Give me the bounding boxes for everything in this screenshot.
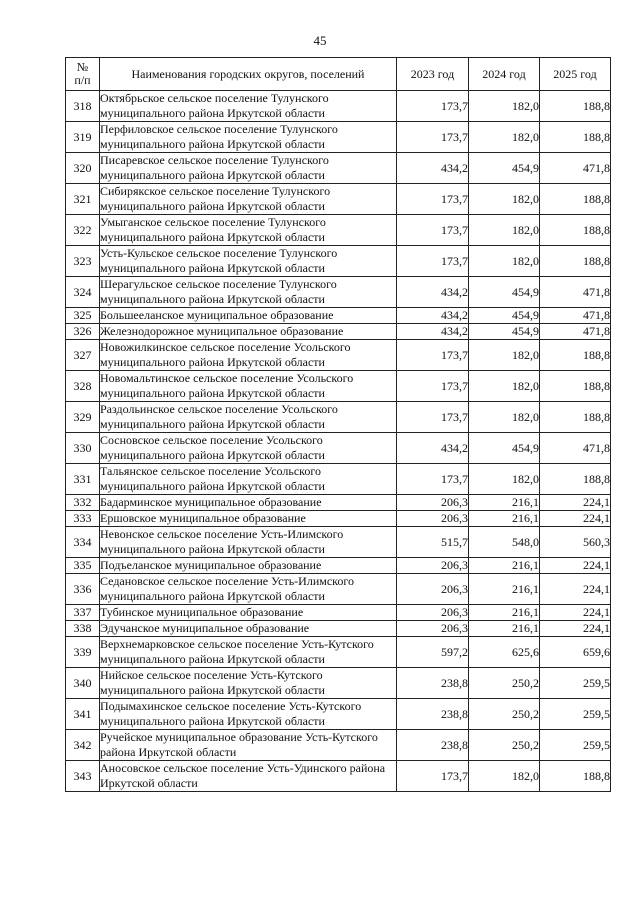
- row-value-2023: 515,7: [397, 527, 469, 558]
- table-row: [66, 308, 611, 324]
- row-number: 331: [66, 464, 100, 495]
- row-number: 339: [66, 637, 100, 668]
- row-value-2024: 182,0: [469, 215, 540, 246]
- row-number: 325: [66, 308, 100, 324]
- row-number: 327: [66, 340, 100, 371]
- row-value-2025: 259,5: [540, 699, 611, 730]
- row-value-2025: 471,8: [540, 277, 611, 308]
- row-value-2023: 173,7: [397, 761, 469, 792]
- row-name: Усть-Кульское сельское поселение Тулунского муниципального района Иркутской области: [100, 246, 397, 277]
- row-number: 329: [66, 402, 100, 433]
- row-name: Шерагульское сельское поселение Тулунского муниципального района Иркутской области: [100, 277, 397, 308]
- row-value-2024: 182,0: [469, 402, 540, 433]
- row-value-2024: 454,9: [469, 308, 540, 324]
- row-value-2024: 182,0: [469, 122, 540, 153]
- row-number: 318: [66, 91, 100, 122]
- row-number: 335: [66, 558, 100, 574]
- row-value-2025: 188,8: [540, 761, 611, 792]
- row-value-2025: 188,8: [540, 371, 611, 402]
- row-number: 332: [66, 495, 100, 511]
- row-number: 336: [66, 574, 100, 605]
- row-value-2023: 206,3: [397, 605, 469, 621]
- row-value-2023: 206,3: [397, 495, 469, 511]
- row-value-2024: 454,9: [469, 324, 540, 340]
- row-value-2024: 216,1: [469, 558, 540, 574]
- table-row: [66, 91, 611, 122]
- row-value-2024: 216,1: [469, 605, 540, 621]
- row-value-2024: 250,2: [469, 730, 540, 761]
- row-value-2023: 434,2: [397, 277, 469, 308]
- row-name: Верхнемарковское сельское поселение Усть-Кутского муниципального района Иркутской области: [100, 637, 397, 668]
- row-value-2024: 250,2: [469, 668, 540, 699]
- row-number: 322: [66, 215, 100, 246]
- row-value-2023: 206,3: [397, 574, 469, 605]
- row-value-2024: 216,1: [469, 621, 540, 637]
- table-row: [66, 761, 611, 792]
- row-value-2023: 434,2: [397, 308, 469, 324]
- row-value-2025: 188,8: [540, 464, 611, 495]
- row-name: Писаревское сельское поселение Тулунского муниципального района Иркутской области: [100, 153, 397, 184]
- row-value-2024: 182,0: [469, 340, 540, 371]
- row-value-2025: 224,1: [540, 605, 611, 621]
- row-number: 326: [66, 324, 100, 340]
- row-number: 341: [66, 699, 100, 730]
- row-value-2023: 434,2: [397, 153, 469, 184]
- header-name: Наименования городских округов, поселений: [100, 58, 397, 91]
- table-row: [66, 340, 611, 371]
- row-value-2025: 259,5: [540, 730, 611, 761]
- row-number: 321: [66, 184, 100, 215]
- row-value-2025: 659,6: [540, 637, 611, 668]
- row-name: Невонское сельское поселение Усть-Илимского муниципального района Иркутской области: [100, 527, 397, 558]
- table-row: [66, 699, 611, 730]
- header-number-line2: п/п: [74, 73, 91, 87]
- row-value-2024: 454,9: [469, 153, 540, 184]
- row-number: 334: [66, 527, 100, 558]
- row-name: Бадарминское муниципальное образование: [100, 495, 397, 511]
- table-row: [66, 246, 611, 277]
- row-value-2024: 216,1: [469, 511, 540, 527]
- row-value-2025: 188,8: [540, 215, 611, 246]
- table-row: [66, 621, 611, 637]
- row-number: 324: [66, 277, 100, 308]
- row-value-2024: 182,0: [469, 464, 540, 495]
- row-value-2023: 597,2: [397, 637, 469, 668]
- row-value-2023: 173,7: [397, 340, 469, 371]
- table-row: [66, 464, 611, 495]
- row-value-2024: 454,9: [469, 277, 540, 308]
- row-value-2025: 471,8: [540, 324, 611, 340]
- row-value-2023: 206,3: [397, 621, 469, 637]
- row-name: Новожилкинское сельское поселение Усольского муниципального района Иркутской области: [100, 340, 397, 371]
- table-row: [66, 324, 611, 340]
- row-value-2023: 173,7: [397, 184, 469, 215]
- row-value-2024: 182,0: [469, 761, 540, 792]
- row-value-2023: 173,7: [397, 215, 469, 246]
- row-value-2025: 471,8: [540, 433, 611, 464]
- header-2025: 2025 год: [540, 58, 611, 91]
- row-value-2025: 188,8: [540, 246, 611, 277]
- row-name: Тальянское сельское поселение Усольского муниципального района Иркутской области: [100, 464, 397, 495]
- row-name: Железнодорожное муниципальное образование: [100, 324, 397, 340]
- allocation-table: [65, 57, 611, 792]
- row-name: Перфиловское сельское поселение Тулунского муниципального района Иркутской области: [100, 122, 397, 153]
- table-row: [66, 122, 611, 153]
- row-value-2023: 173,7: [397, 402, 469, 433]
- table-row: [66, 402, 611, 433]
- row-value-2025: 188,8: [540, 184, 611, 215]
- row-number: 340: [66, 668, 100, 699]
- row-value-2023: 238,8: [397, 730, 469, 761]
- table-row: [66, 277, 611, 308]
- row-value-2024: 250,2: [469, 699, 540, 730]
- row-value-2025: 259,5: [540, 668, 611, 699]
- row-value-2023: 238,8: [397, 668, 469, 699]
- table-row: [66, 511, 611, 527]
- row-value-2024: 182,0: [469, 184, 540, 215]
- row-name: Подымахинское сельское поселение Усть-Кутского муниципального района Иркутской области: [100, 699, 397, 730]
- row-value-2025: 471,8: [540, 153, 611, 184]
- row-value-2025: 188,8: [540, 122, 611, 153]
- row-value-2023: 173,7: [397, 371, 469, 402]
- table-row: [66, 527, 611, 558]
- row-value-2023: 206,3: [397, 511, 469, 527]
- table-row: [66, 574, 611, 605]
- row-name: Аносовское сельское поселение Усть-Удинского района Иркутской области: [100, 761, 397, 792]
- table-row: [66, 495, 611, 511]
- row-name: Седановское сельское поселение Усть-Илимского муниципального района Иркутской области: [100, 574, 397, 605]
- table-row: [66, 153, 611, 184]
- row-name: Умыганское сельское поселение Тулунского муниципального района Иркутской области: [100, 215, 397, 246]
- table-row: [66, 371, 611, 402]
- row-value-2023: 206,3: [397, 558, 469, 574]
- row-value-2024: 182,0: [469, 371, 540, 402]
- row-name: Нийское сельское поселение Усть-Кутского муниципального района Иркутской области: [100, 668, 397, 699]
- table-row: [66, 184, 611, 215]
- row-number: 337: [66, 605, 100, 621]
- row-value-2025: 188,8: [540, 340, 611, 371]
- row-value-2025: 224,1: [540, 511, 611, 527]
- table-row: [66, 730, 611, 761]
- row-value-2023: 434,2: [397, 324, 469, 340]
- row-name: Раздольинское сельское поселение Усольского муниципального района Иркутской области: [100, 402, 397, 433]
- row-value-2025: 224,1: [540, 495, 611, 511]
- row-number: 330: [66, 433, 100, 464]
- row-number: 328: [66, 371, 100, 402]
- row-value-2023: 173,7: [397, 246, 469, 277]
- row-value-2023: 173,7: [397, 122, 469, 153]
- row-value-2023: 173,7: [397, 464, 469, 495]
- row-value-2024: 454,9: [469, 433, 540, 464]
- table-row: [66, 215, 611, 246]
- header-2023: 2023 год: [397, 58, 469, 91]
- row-value-2023: 238,8: [397, 699, 469, 730]
- row-name: Октябрьское сельское поселение Тулунского муниципального района Иркутской области: [100, 91, 397, 122]
- row-number: 342: [66, 730, 100, 761]
- header-2024: 2024 год: [469, 58, 540, 91]
- row-value-2024: 625,6: [469, 637, 540, 668]
- row-value-2025: 560,3: [540, 527, 611, 558]
- table-row: [66, 668, 611, 699]
- row-value-2025: 224,1: [540, 558, 611, 574]
- row-number: 333: [66, 511, 100, 527]
- row-value-2024: 182,0: [469, 246, 540, 277]
- row-value-2025: 224,1: [540, 621, 611, 637]
- row-number: 343: [66, 761, 100, 792]
- row-name: Тубинское муниципальное образование: [100, 605, 397, 621]
- row-value-2024: 216,1: [469, 574, 540, 605]
- row-value-2025: 224,1: [540, 574, 611, 605]
- row-number: 319: [66, 122, 100, 153]
- table-header-row: [66, 58, 611, 91]
- row-number: 320: [66, 153, 100, 184]
- table-row: [66, 433, 611, 464]
- row-number: 323: [66, 246, 100, 277]
- table-row: [66, 637, 611, 668]
- row-name: Ершовское муниципальное образование: [100, 511, 397, 527]
- row-name: Сибирякское сельское поселение Тулунского муниципального района Иркутской области: [100, 184, 397, 215]
- header-number: [66, 58, 100, 91]
- header-number-line1: №: [76, 60, 89, 74]
- row-value-2023: 434,2: [397, 433, 469, 464]
- row-value-2024: 216,1: [469, 495, 540, 511]
- row-value-2023: 173,7: [397, 91, 469, 122]
- table-row: [66, 558, 611, 574]
- page-number: 45: [313, 33, 327, 48]
- row-value-2024: 548,0: [469, 527, 540, 558]
- row-name: Эдучанское муниципальное образование: [100, 621, 397, 637]
- row-name: Подъеланское муниципальное образование: [100, 558, 397, 574]
- row-name: Ручейское муниципальное образование Усть-Кутского района Иркутской области: [100, 730, 397, 761]
- table-row: [66, 605, 611, 621]
- row-name: Сосновское сельское поселение Усольского муниципального района Иркутской области: [100, 433, 397, 464]
- row-value-2024: 182,0: [469, 91, 540, 122]
- row-name: Большееланское муниципальное образование: [100, 308, 397, 324]
- row-value-2025: 471,8: [540, 308, 611, 324]
- row-value-2025: 188,8: [540, 402, 611, 433]
- row-number: 338: [66, 621, 100, 637]
- row-name: Новомальтинское сельское поселение Усольского муниципального района Иркутской области: [100, 371, 397, 402]
- row-value-2025: 188,8: [540, 91, 611, 122]
